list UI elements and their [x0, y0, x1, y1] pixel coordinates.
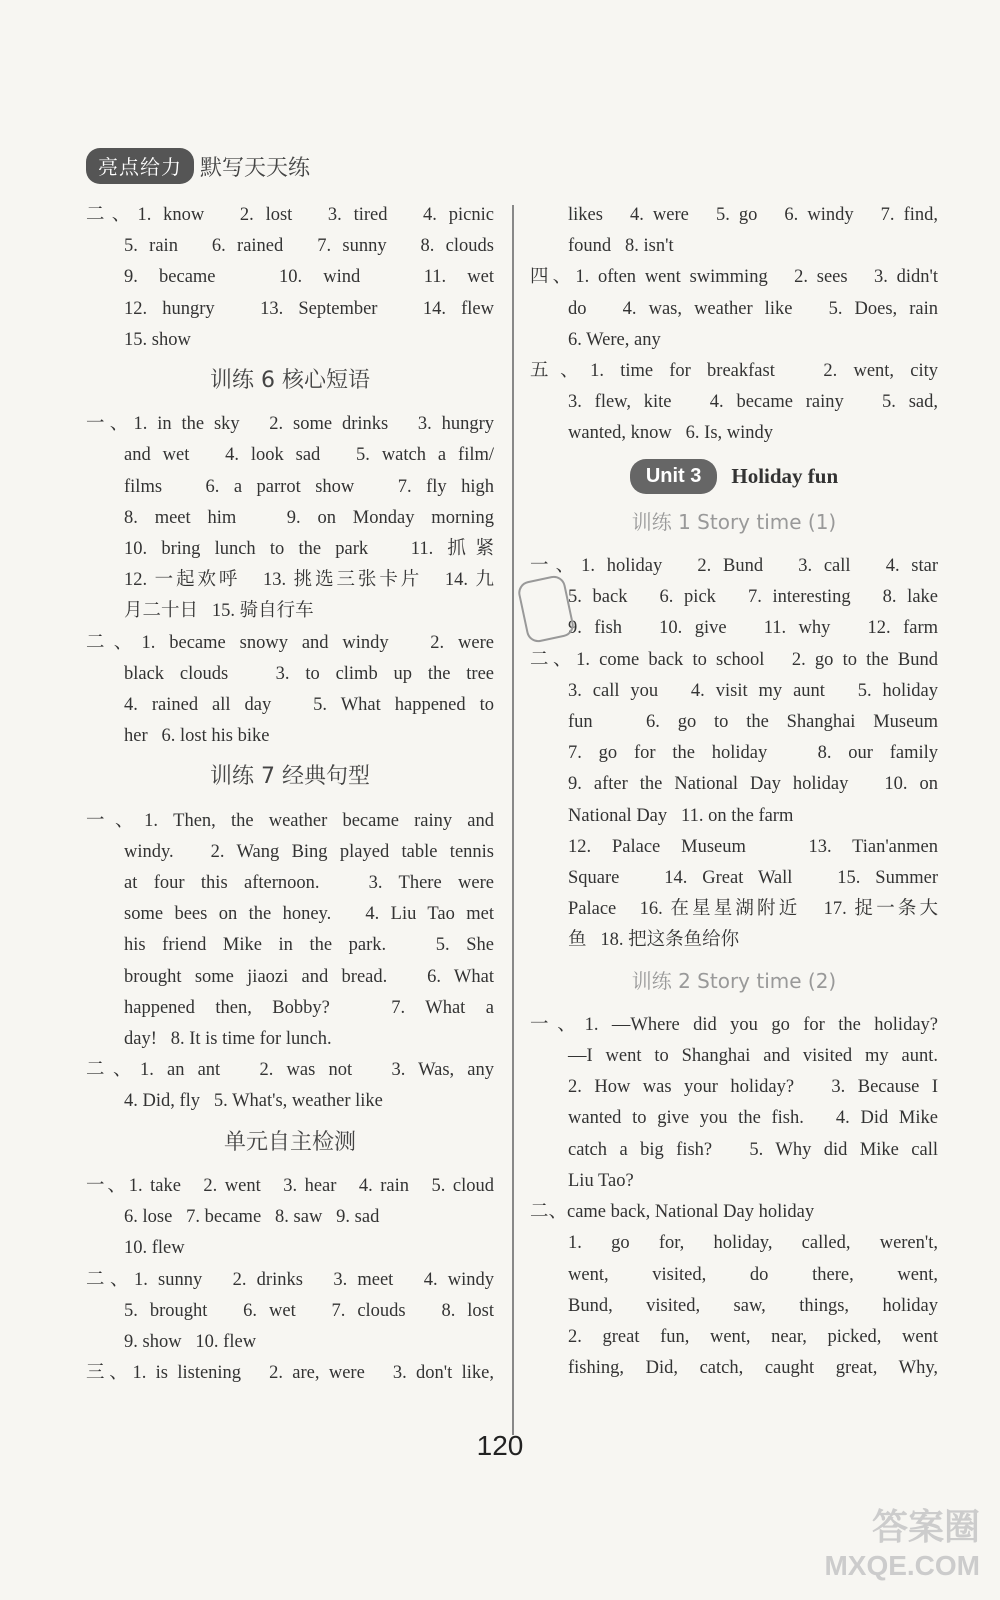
- answer-line: 7. go for the holiday 8. our family: [568, 743, 938, 764]
- answer-line: 5. brought 6. wet 7. clouds 8. lost: [124, 1300, 494, 1321]
- answer-line: 3. call you 4. visit my aunt 5. holiday: [568, 680, 938, 701]
- unit-badge: Unit 3: [630, 459, 718, 494]
- answer-line: 一、1. in the sky 2. some drinks 3. hungry: [86, 414, 494, 435]
- answer-line: windy. 2. Wang Bing played table tennis: [124, 841, 494, 862]
- section-heading: 单元自主检测: [223, 1129, 356, 1155]
- answer-line: happened then, Bobby? 7. What a: [124, 997, 494, 1018]
- answer-line: 3. flew, kite 4. became rainy 5. sad,: [568, 392, 938, 413]
- answer-line: films 6. a parrot show 7. fly high: [124, 476, 494, 497]
- answer-line: catch a big fish? 5. Why did Mike call: [568, 1139, 938, 1160]
- page-number: 120: [476, 1430, 524, 1461]
- answer-line: 二、came back, National Day holiday: [530, 1202, 815, 1223]
- answer-line: 6. lose 7. became 8. saw 9. sad: [124, 1207, 380, 1228]
- answer-line: found 8. isn't: [568, 236, 674, 257]
- answer-line: 12. 一起欢呼 13. 挑选三张卡片 14. 九: [124, 570, 494, 591]
- unit-title: Holiday fun: [731, 463, 839, 488]
- section-heading: 训练 7 经典句型: [210, 764, 370, 790]
- answer-line: 二、1. sunny 2. drinks 3. meet 4. windy: [86, 1269, 494, 1290]
- answer-line: —I went to Shanghai and visited my aunt.: [568, 1046, 938, 1067]
- watermark-line2: MXQE.COM: [824, 1550, 980, 1581]
- answer-line: National Day 11. on the farm: [568, 805, 794, 826]
- answer-line: 一、1. Then, the weather became rainy and: [86, 810, 494, 831]
- section-heading: 训练 6 核心短语: [210, 368, 370, 394]
- answer-line: at four this afternoon. 3. There were: [124, 873, 494, 894]
- header-subtitle: 默写天天练: [200, 155, 311, 181]
- section-heading: 训练 1 Story time (1): [631, 509, 837, 534]
- answer-line: Palace 16. 在星星湖附近 17. 捉一条大: [568, 899, 938, 920]
- answer-line: 一、1. —Where did you go for the holiday?: [530, 1014, 938, 1035]
- unit-heading: [530, 459, 938, 494]
- answer-line: 10. flew: [124, 1238, 185, 1259]
- answer-line: 2. How was your holiday? 3. Because I: [568, 1077, 938, 1098]
- answer-line: 6. Were, any: [568, 329, 661, 350]
- answer-line: do 4. was, weather like 5. Does, rain: [568, 298, 938, 319]
- header-badge: 亮点给力: [86, 148, 194, 184]
- answer-line: 4. Did, fly 5. What's, weather like: [124, 1091, 383, 1112]
- answer-line: 12. Palace Museum 13. Tian'anmen: [568, 836, 938, 857]
- answer-line: 10. bring lunch to the park 11. 抓紧: [124, 539, 494, 560]
- answer-line: 2. great fun, went, near, picked, went: [568, 1326, 938, 1347]
- answer-line: wanted, know 6. Is, windy: [568, 423, 774, 444]
- answer-line: some bees on the honey. 4. Liu Tao met: [124, 904, 494, 925]
- section-heading: 训练 2 Story time (2): [631, 968, 837, 993]
- answer-line: 15. show: [124, 329, 191, 350]
- answer-line: 5. rain 6. rained 7. sunny 8. clouds: [124, 236, 494, 257]
- answer-line: 5. back 6. pick 7. interesting 8. lake: [568, 587, 938, 608]
- answer-line: 9. show 10. flew: [124, 1331, 257, 1352]
- answer-line: likes 4. were 5. go 6. windy 7. find,: [568, 205, 938, 225]
- answer-line: black clouds 3. to climb up the tree: [124, 663, 494, 684]
- column-divider: [512, 205, 514, 1435]
- answer-line: 一、1. holiday 2. Bund 3. call 4. star: [530, 556, 938, 577]
- answer-line: 12. hungry 13. September 14. flew: [124, 298, 494, 319]
- watermark-line1: 答案圈: [871, 1506, 980, 1547]
- answer-line: 四、1. often went swimming 2. sees 3. didn't: [530, 267, 938, 288]
- answer-line: Liu Tao?: [568, 1170, 634, 1191]
- answer-line: his friend Mike in the park. 5. She: [124, 935, 494, 956]
- left-column: [86, 200, 494, 1389]
- page-header: [86, 148, 310, 184]
- answer-line: 二、1. an ant 2. was not 3. Was, any: [86, 1060, 494, 1081]
- answer-line: 二、1. became snowy and windy 2. were: [86, 632, 494, 653]
- answer-line: fun 6. go to the Shanghai Museum: [568, 712, 938, 733]
- answer-line: 9. fish 10. give 11. why 12. farm: [568, 618, 938, 639]
- answer-line: 月二十日 15. 骑自行车: [124, 601, 314, 622]
- answer-line: day! 8. It is time for lunch.: [124, 1029, 332, 1050]
- answer-line: 1. go for, holiday, called, weren't,: [568, 1233, 938, 1254]
- answer-line: fishing, Did, catch, caught great, Why,: [568, 1358, 938, 1379]
- answer-line: went, visited, do there, went,: [568, 1264, 938, 1285]
- answer-line: and wet 4. look sad 5. watch a film/: [124, 445, 494, 466]
- answer-line: brought some jiaozi and bread. 6. What: [124, 966, 494, 987]
- right-column: [530, 200, 938, 1384]
- answer-line: 9. became 10. wind 11. wet: [124, 267, 494, 288]
- answer-line: Square 14. Great Wall 15. Summer: [568, 868, 938, 889]
- answer-line: Bund, visited, saw, things, holiday: [568, 1295, 938, 1316]
- watermark: [824, 1499, 980, 1582]
- answer-line: wanted to give you the fish. 4. Did Mike: [568, 1108, 938, 1129]
- answer-line: 二、1. come back to school 2. go to the Bund: [530, 649, 938, 670]
- answer-line: 鱼 18. 把这条鱼给你: [568, 930, 740, 951]
- answer-line: 二、1. know 2. lost 3. tired 4. picnic: [86, 205, 494, 225]
- answer-line: her 6. lost his bike: [124, 726, 270, 747]
- answer-line: 五、1. time for breakfast 2. went, city: [530, 361, 938, 382]
- answer-line: 9. after the National Day holiday 10. on: [568, 774, 938, 795]
- answer-line: 8. meet him 9. on Monday morning: [124, 507, 494, 528]
- answer-line: 三、1. is listening 2. are, were 3. don't like,: [86, 1363, 494, 1384]
- answer-line: 一、1. take 2. went 3. hear 4. rain 5. cloud: [86, 1175, 494, 1196]
- answer-line: 4. rained all day 5. What happened to: [124, 695, 494, 716]
